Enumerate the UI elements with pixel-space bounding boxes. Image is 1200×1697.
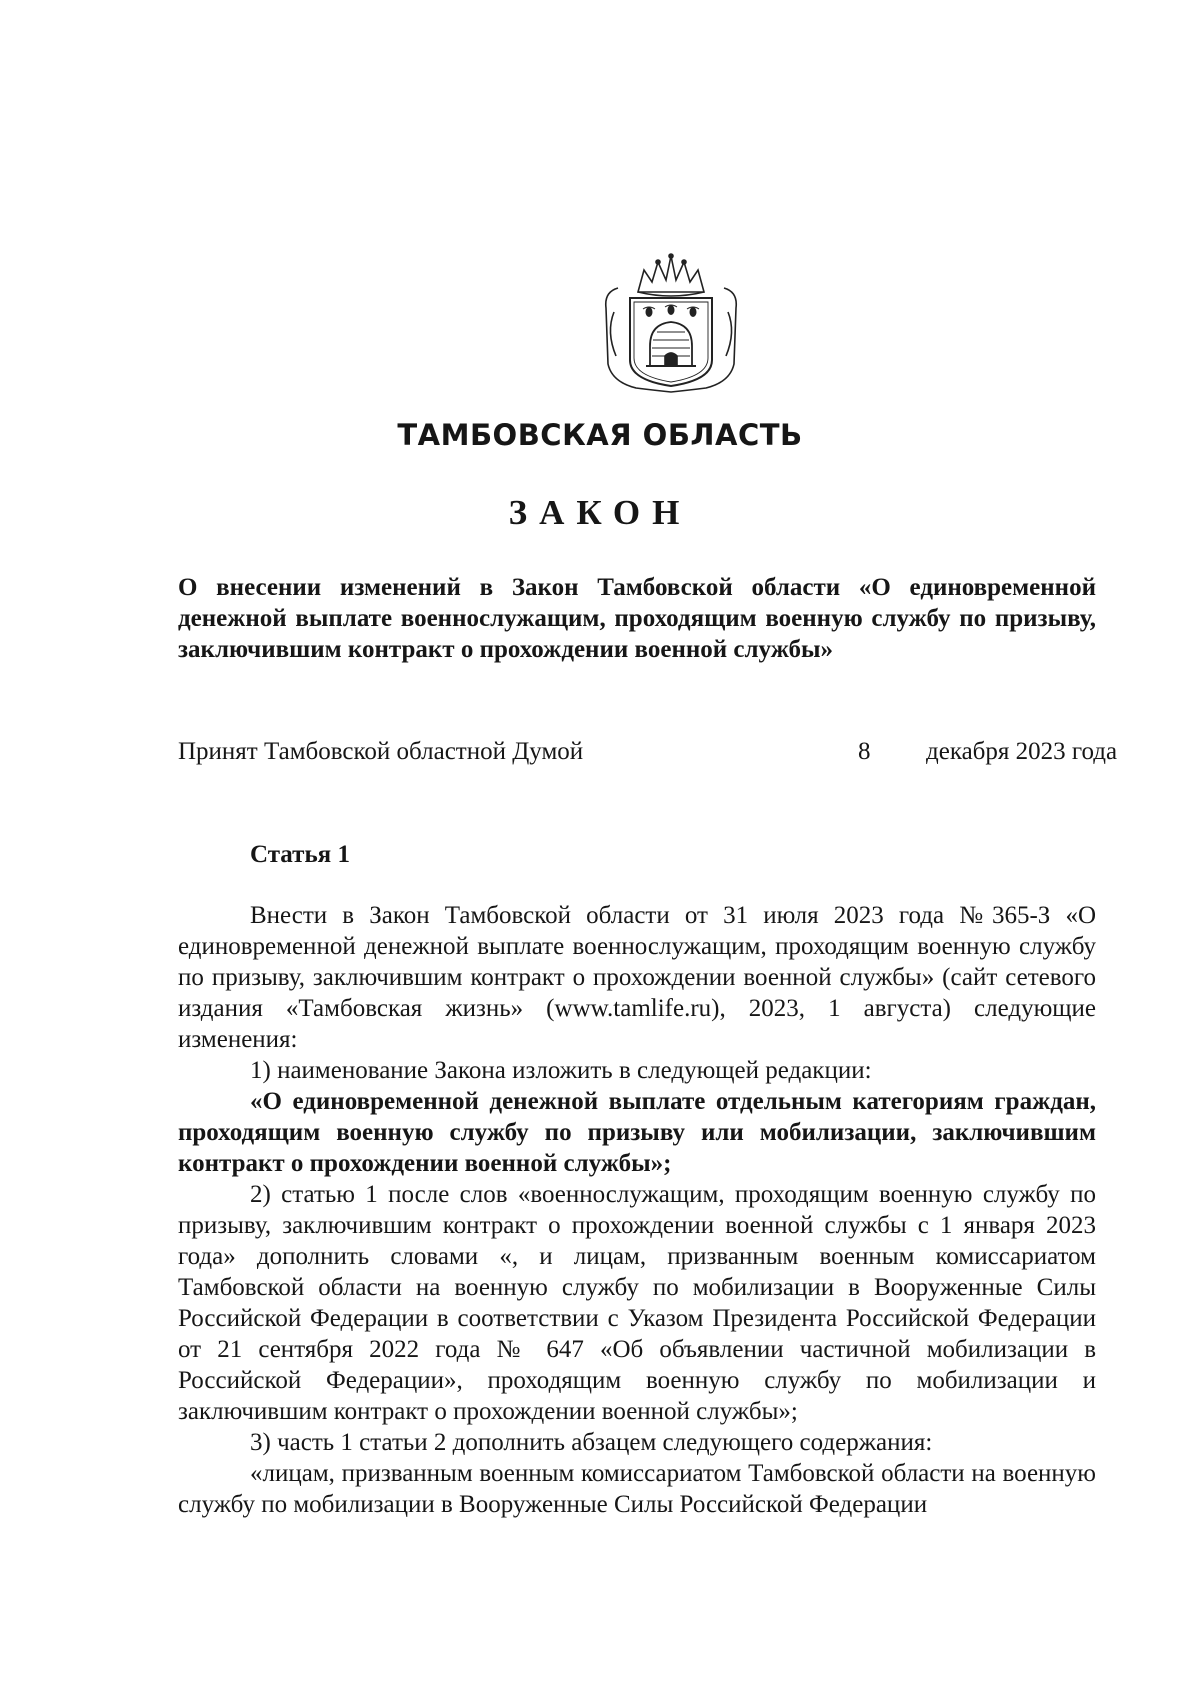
paragraph: 1) наименование Закона изложить в следующей редакции: (250, 1057, 872, 1084)
region-name: ТАМБОВСКАЯ ОБЛАСТЬ (397, 418, 803, 452)
article-body (178, 900, 1096, 1520)
adoption-month-year: декабря 2023 года (926, 738, 1118, 765)
tambov-oblast-coat-of-arms-icon (592, 252, 750, 404)
adoption-day: 8 (858, 738, 871, 765)
article-heading: Статья 1 (250, 841, 350, 868)
paragraph: Внести в Закон Тамбовской области от 31 июля 2023 года №365-З «О единовременной денежной выплате военнослужащим, проходящим военную службу по призыву, заключившим контракт о прохождении военной службы» (сайт сетевого издания «Тамбовская жизнь» (www.tamlife.ru), 2023, 1 августа) следующие изменения: (178, 902, 1096, 1053)
paragraph: «лицам, призванным военным комиссариатом Тамбовской области на военную службу по мобилизации в Вооруженные Силы Российской Федерации (178, 1460, 1096, 1518)
document-type-heading: ЗАКОН (508, 493, 692, 532)
adoption-label: Принят Тамбовской областной Думой (178, 738, 584, 765)
paragraph-bold: «О единовременной денежной выплате отдельным категориям граждан, проходящим военную службу по призыву или мобилизации, заключившим контракт о прохождении военной службы»; (178, 1088, 1096, 1177)
paragraph: 3) часть 1 статьи 2 дополнить абзацем следующего содержания: (250, 1429, 933, 1456)
paragraph: 2) статью 1 после слов «военнослужащим, проходящим военную службу по призыву, заключившим контракт о прохождении военной службы с 1 января 2023 года» дополнить словами «, и лицам, призванным военным комиссариатом Тамбовской области на военную службу по мобилизации в Вооруженные Силы Российской Федерации в соответствии с Указом Президента Российской Федерации от 21 сентября 2022 года № 647 «Об объявлении частичной мобилизации в Российской Федерации», проходящим военную службу по мобилизации и заключившим контракт о прохождении военной службы»; (178, 1181, 1096, 1425)
law-subject-title: О внесении изменений в Закон Тамбовской области «О единовременной денежной выплате военнослужащим, проходящим военную службу по призыву, заключившим контракт о прохождении военной службы» (178, 574, 1096, 663)
